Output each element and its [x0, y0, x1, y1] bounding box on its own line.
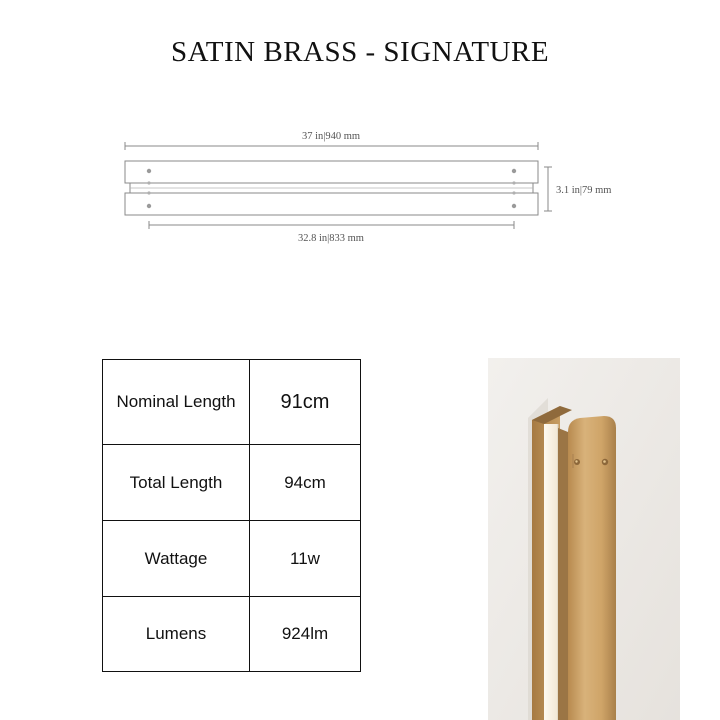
table-row: [103, 360, 361, 445]
spec-table: [102, 359, 361, 672]
fixture-bottom-plate: [125, 193, 538, 215]
spec-value: 11w: [250, 521, 361, 597]
fixture-light-strip: [544, 424, 558, 720]
table-row: [103, 521, 361, 597]
overall-length-label: 37 in|940 mm: [301, 131, 361, 142]
screw: [512, 204, 516, 208]
spec-value: 91cm: [250, 360, 361, 445]
spec-label: Lumens: [103, 597, 250, 672]
screw: [512, 169, 516, 173]
page-title: SATIN BRASS - SIGNATURE: [170, 36, 550, 68]
product-photo: [488, 358, 680, 720]
spec-value: 94cm: [250, 445, 361, 521]
spec-label: Total Length: [103, 445, 250, 521]
table-row: [103, 445, 361, 521]
spec-label: Wattage: [103, 521, 250, 597]
dimension-drawing: [100, 120, 640, 250]
height-label: 3.1 in|79 mm: [556, 185, 612, 196]
screw: [147, 169, 151, 173]
spec-label: Nominal Length: [103, 360, 250, 445]
fixture-top-plate: [125, 161, 538, 183]
spec-value: 924lm: [250, 597, 361, 672]
screw: [147, 204, 151, 208]
table-row: [103, 597, 361, 672]
mount-spacing-label: 32.8 in|833 mm: [298, 233, 364, 244]
